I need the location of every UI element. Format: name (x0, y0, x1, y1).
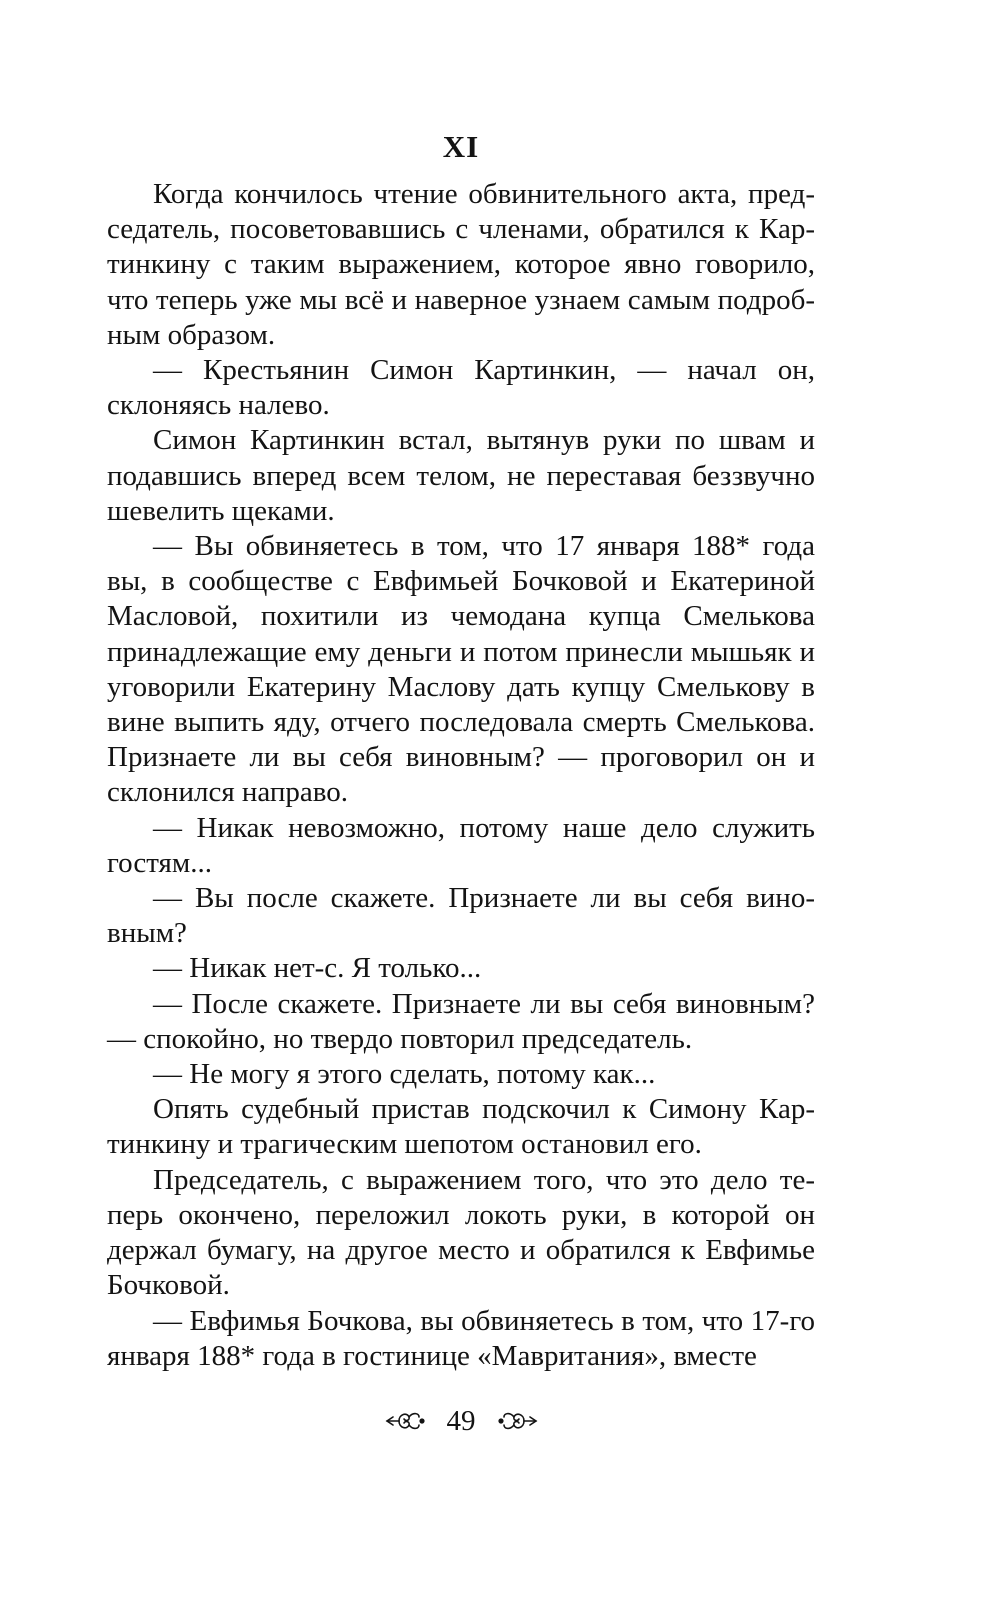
paragraph: Симон Картинкин встал, вытянув руки по швам и подавшись вперед всем телом, не переставая беззвучно шевелить щеками. (107, 424, 815, 527)
paragraph: Опять судебный пристав подскочил к Симону Картинкину и трагическим шепотом остановил его. (107, 1093, 815, 1161)
paragraph: — Вы обвиняетесь в том, что 17 января 188* года вы, в сообществе с Евфимьей Бочковой и Екатериной Масловой, похитили из чемодана купца Смелькова принадлежащие ему деньги и потом принесли мышьяк и уговорили Екатерину Маслову дать купцу Смелькову в вине выпить яду, отчего последовала смерть Смелькова. Признаете ли вы себя виновным? — проговорил он и склонился направо. (107, 530, 815, 809)
paragraph: Когда кончилось чтение обвинительного акта, председатель, посоветовавшись с членами, обратился к Картинкину с таким выражением, которое явно говорило, что теперь уже мы всё и наверное узнаем самым подробным образом. (107, 178, 815, 351)
body-text (107, 177, 815, 1374)
paragraph: — Никак невозможно, потому наше дело служить гостям... (107, 811, 815, 879)
paragraph: — Крестьянин Симон Картинкин, — начал он, склоняясь налево. (107, 354, 815, 422)
book-page (107, 0, 815, 1616)
paragraph: — Не могу я этого сделать, потому как... (153, 1058, 656, 1091)
paragraph: — Никак нет-с. Я только... (153, 952, 482, 985)
paragraph: — Евфимья Бочкова, вы обвиняетесь в том, что 17-го января 188* года в гостинице «Мавритания», вместе (107, 1304, 815, 1372)
floral-ornament-icon (385, 1406, 425, 1436)
paragraph: — Вы после скажете. Признаете ли вы себя виновным? (107, 882, 815, 950)
page-number: 49 (446, 1405, 476, 1437)
floral-ornament-icon (498, 1406, 538, 1436)
chapter-heading: XI (442, 129, 480, 164)
page-footer (107, 1406, 815, 1436)
paragraph: Председатель, с выражением того, что это дело теперь окончено, переложил локоть руки, в которой он держал бумагу, на другое место и обратился к Евфимье Бочковой. (107, 1163, 815, 1302)
paragraph: — После скажете. Признаете ли вы себя виновным? — спокойно, но твердо повторил председатель. (107, 987, 815, 1055)
